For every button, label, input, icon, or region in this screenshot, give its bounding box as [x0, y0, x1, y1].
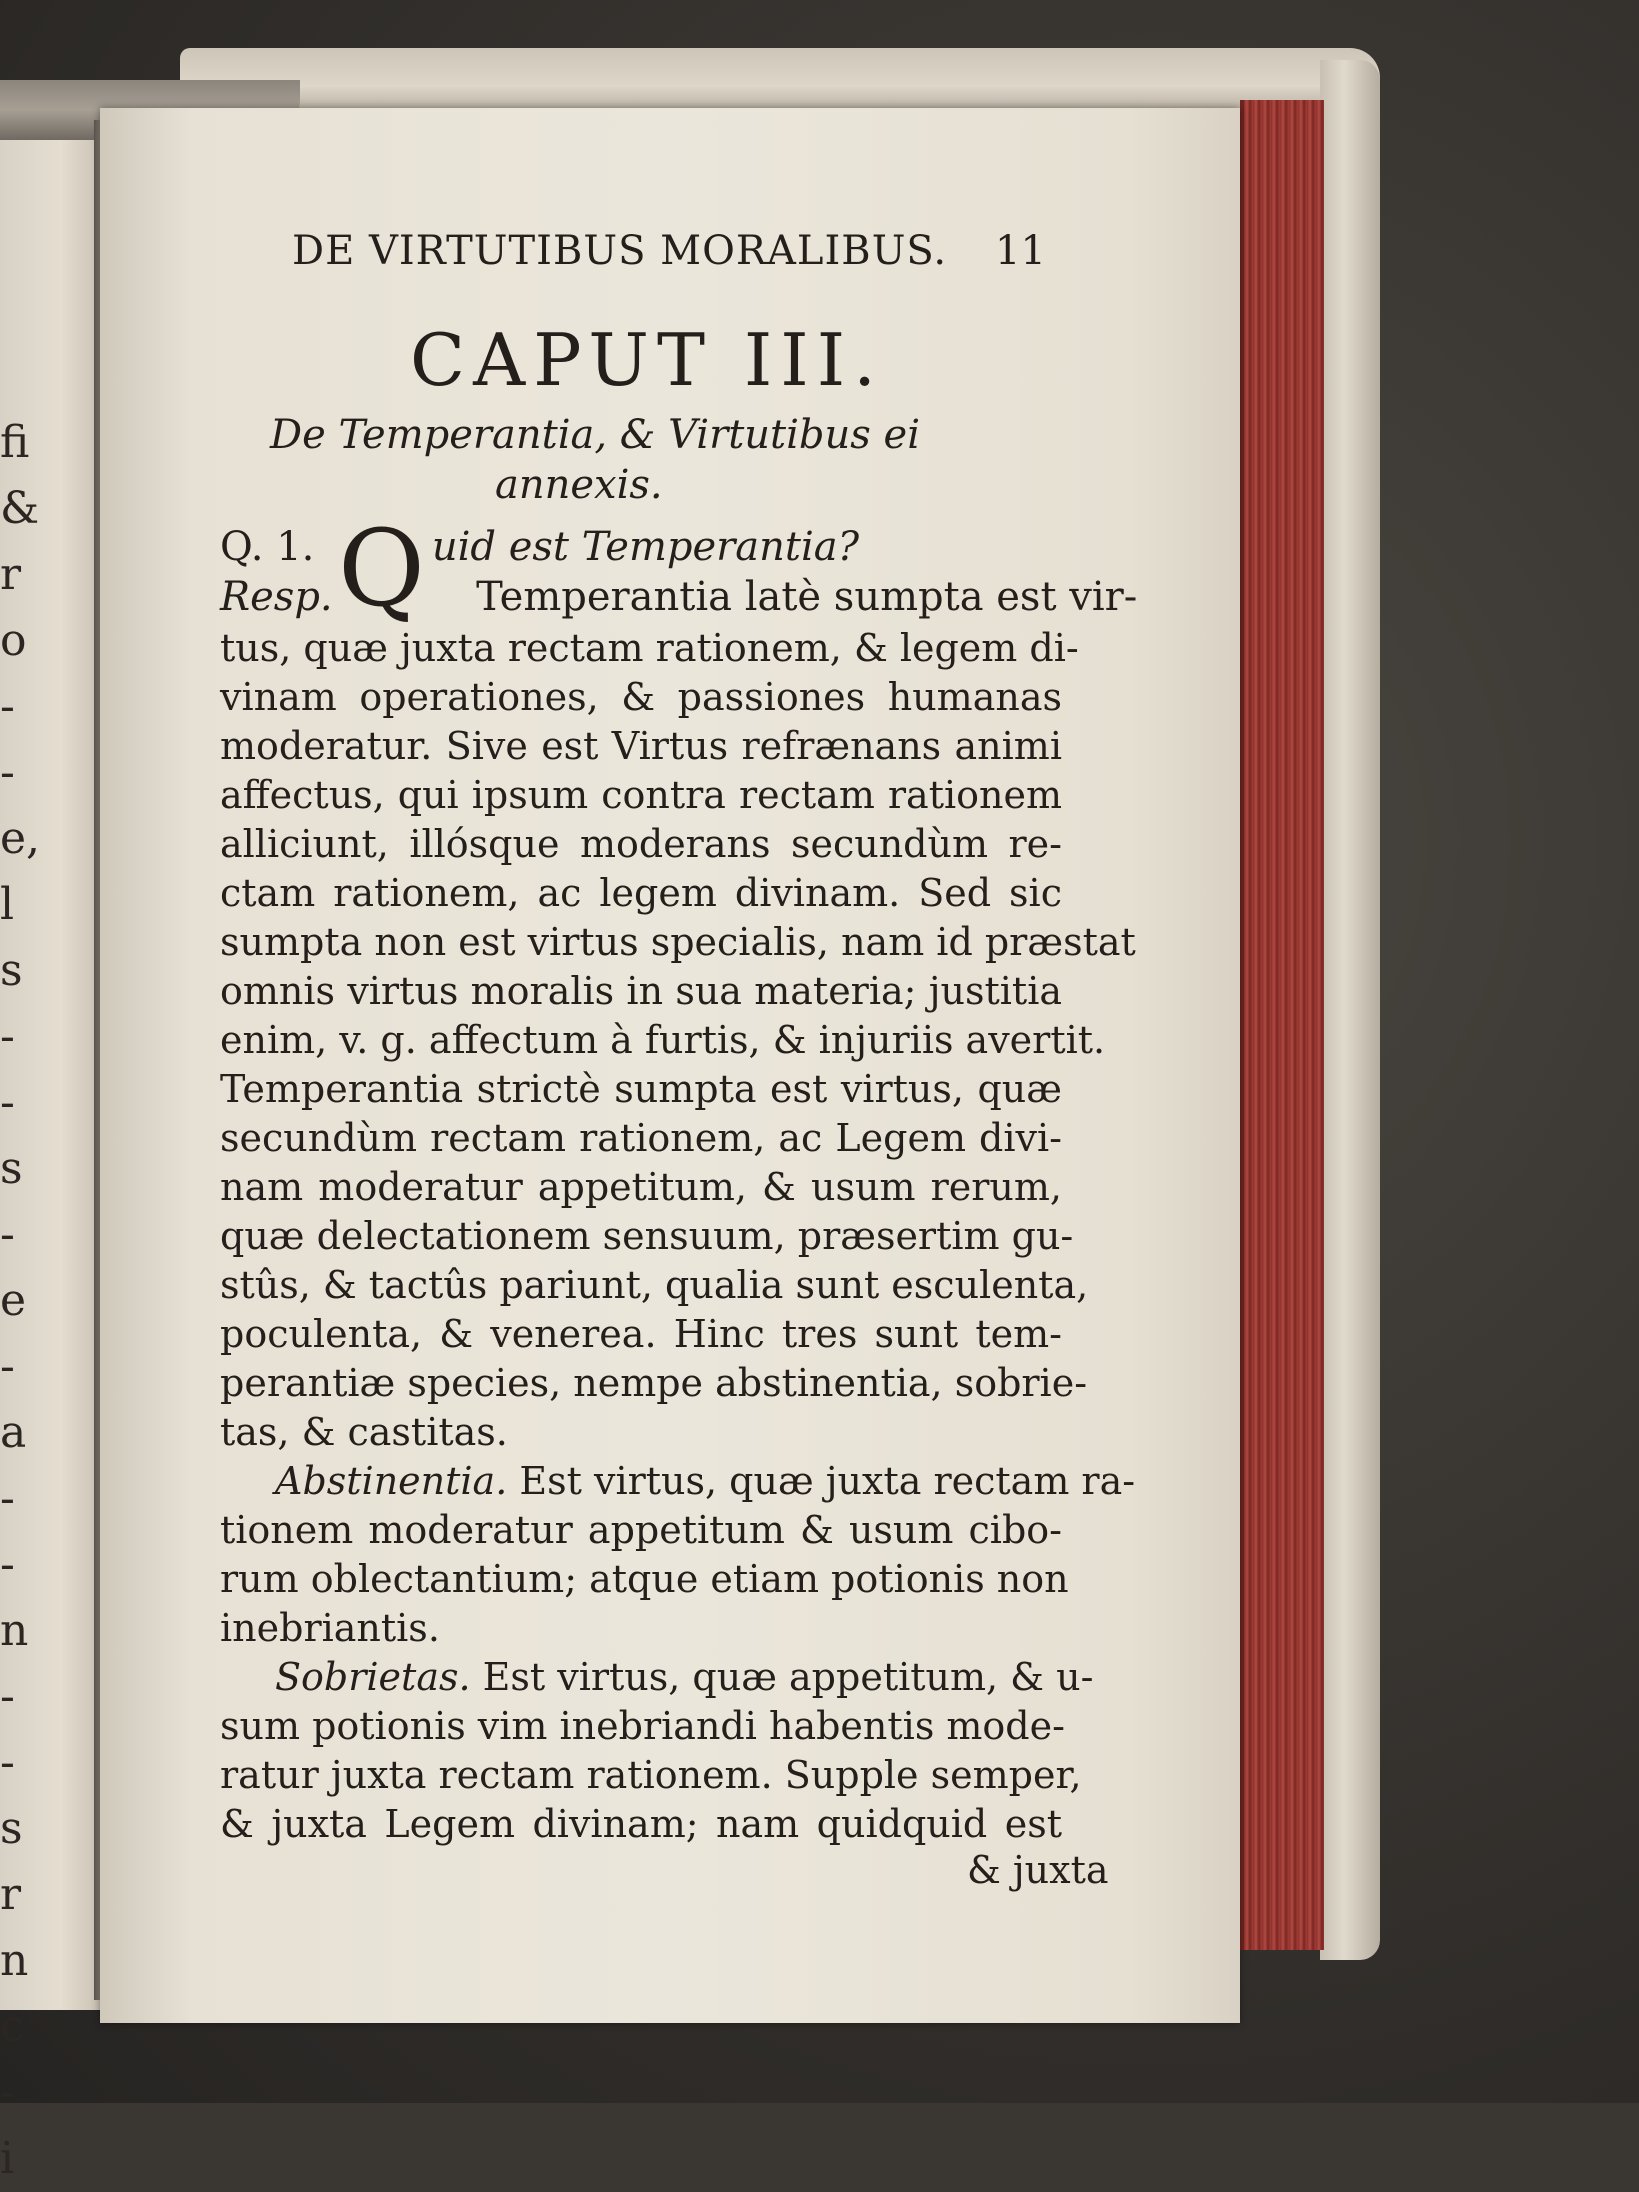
text-line: alliciunt, illósque moderans secundùm re-: [220, 822, 1062, 866]
question-text: uid est Temperantia?: [431, 524, 860, 570]
left-fragment: -: [0, 1539, 15, 1590]
left-fragment: -: [0, 1473, 15, 1524]
question-label: Q. 1.: [220, 524, 315, 570]
text-line: ctam rationem, ac legem divinam. Sed sic: [220, 871, 1062, 915]
left-fragment: r: [0, 1869, 22, 1920]
page-number: 11: [995, 228, 1046, 274]
drop-cap: Q: [338, 507, 425, 630]
abstinentia-term: Abstinentia.: [275, 1459, 508, 1503]
left-fragment: -: [0, 1209, 15, 1260]
question-line: [220, 524, 859, 570]
text-line: poculenta, & venerea. Hinc tres sunt tem-: [220, 1312, 1062, 1356]
text-line: tus, quæ juxta rectam rationem, & legem di-: [220, 626, 1079, 670]
left-page-text-fragments: [0, 410, 40, 2192]
left-fragment: l: [0, 879, 15, 930]
text-line: perantiæ species, nempe abstinentia, sobrie-: [220, 1361, 1088, 1405]
sobrietas-line-text: Est virtus, quæ appetitum, & u-: [482, 1655, 1094, 1699]
left-fragment: e,: [0, 813, 41, 864]
left-fragment: i: [0, 2133, 15, 2184]
left-fragment: -: [0, 2067, 15, 2118]
text-line: secundùm rectam rationem, ac Legem divi-: [220, 1116, 1062, 1160]
book-cover-edge: [1320, 60, 1380, 1960]
text-line: nam moderatur appetitum, & usum rerum,: [220, 1165, 1062, 1209]
left-fragment: s: [0, 1803, 23, 1854]
book-cover-top: [180, 48, 1380, 112]
response-label: Resp.: [220, 574, 333, 620]
response-first-line: Temperantia latè sumpta est vir-: [476, 574, 1138, 620]
left-fragment: o: [0, 615, 27, 666]
red-page-edges: [1240, 100, 1324, 1950]
abstinentia-line-text: Est virtus, quæ juxta rectam ra-: [519, 1459, 1136, 1503]
left-fragment: a: [0, 1407, 27, 1458]
text-line: & juxta Legem divinam; nam quidquid est: [220, 1802, 1062, 1846]
left-fragment: -: [0, 1011, 15, 1062]
left-fragment: n: [0, 1605, 29, 1656]
text-line: affectus, qui ipsum contra rectam rationem: [220, 773, 1062, 817]
left-fragment: s: [0, 1143, 23, 1194]
chapter-heading: CAPUT III.: [410, 318, 885, 402]
left-fragment: s: [0, 945, 23, 996]
response-line: [220, 574, 1137, 620]
text-line: moderatur. Sive est Virtus refrænans animi: [220, 724, 1062, 768]
text-line: vinam operationes, & passiones humanas: [220, 675, 1062, 719]
text-line: rum oblectantium; atque etiam potionis non: [220, 1557, 1069, 1601]
left-fragment: -: [0, 1737, 15, 1788]
running-head: DE VIRTUTIBUS MORALIBUS.: [292, 228, 948, 274]
left-fragment: r: [0, 549, 22, 600]
left-fragment: -: [0, 747, 15, 798]
left-page: [0, 110, 102, 2184]
sobrietas-term: Sobrietas.: [275, 1655, 471, 1699]
left-fragment: -: [0, 1341, 15, 1392]
text-line: sum potionis vim inebriandi habentis mode-: [220, 1704, 1065, 1748]
text-line: tas, & castitas.: [220, 1410, 508, 1454]
left-fragment: n: [0, 1935, 29, 1986]
body-text: [220, 624, 1136, 1849]
left-fragment: -: [0, 681, 15, 732]
left-fragment: c: [0, 2001, 25, 2052]
chapter-subtitle-line-1: De Temperantia, & Virtutibus ei: [270, 412, 920, 458]
chapter-subtitle-line-2: annexis.: [495, 462, 663, 508]
text-line: Temperantia strictè sumpta est virtus, quæ: [220, 1067, 1062, 1111]
text-line: enim, v. g. affectum à furtis, & injuriis avertit.: [220, 1018, 1106, 1062]
catchword: & juxta: [967, 1848, 1109, 1892]
text-line: sumpta non est virtus specialis, nam id præstat: [220, 920, 1136, 964]
left-fragment: -: [0, 1077, 15, 1128]
abstinentia-first-line: [220, 1457, 1136, 1506]
sobrietas-first-line: [220, 1653, 1094, 1702]
text-line: omnis virtus moralis in sua materia; justitia: [220, 969, 1062, 1013]
text-line: stûs, & tactûs pariunt, qualia sunt esculenta,: [220, 1263, 1089, 1307]
left-fragment: &: [0, 483, 40, 534]
text-line: inebriantis.: [220, 1606, 440, 1650]
text-line: tionem moderatur appetitum & usum cibo-: [220, 1508, 1062, 1552]
left-fragment: e: [0, 1275, 27, 1326]
left-fragment: -: [0, 1671, 15, 1722]
left-fragment: fi: [0, 417, 30, 468]
text-line: ratur juxta rectam rationem. Supple semper,: [220, 1753, 1082, 1797]
text-line: quæ delectationem sensuum, præsertim gu-: [220, 1214, 1074, 1258]
